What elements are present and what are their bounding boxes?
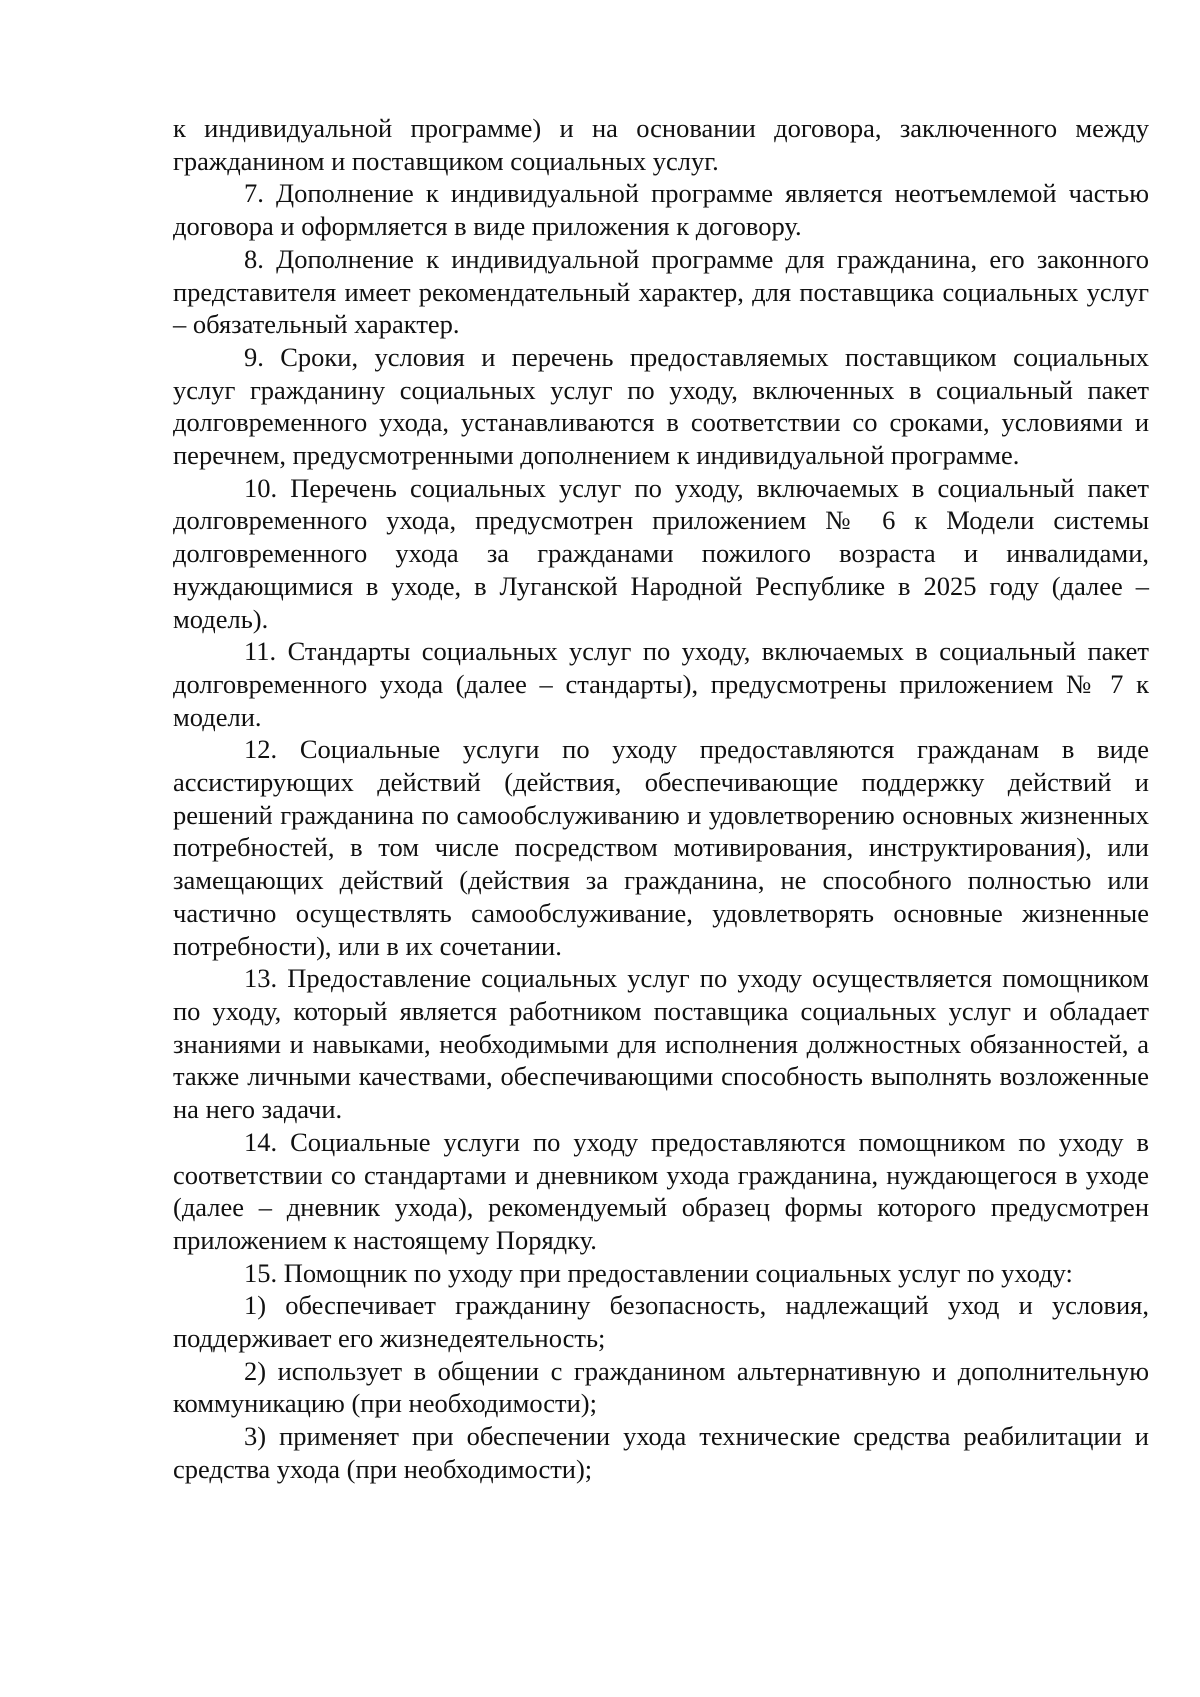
list-item-3: 3) применяет при обеспечении ухода технические средства реабилитации и средства ухода (при необходимости);	[173, 1421, 1149, 1484]
paragraph-9: 9. Сроки, условия и перечень предоставляемых поставщиком социальных услуг гражданину социальных услуг по уходу, включенных в социальный пакет долговременного ухода, устанавливаются в соответствии со сроками, условиями и перечнем, предусмотренными дополнением к индивидуальной программе.	[173, 341, 1149, 471]
paragraph-12: 12. Социальные услуги по уходу предоставляются гражданам в виде ассистирующих действий (действия, обеспечивающие поддержку действий и решений гражданина по самообслуживанию и удовлетворению основных жизненных потребностей, в том числе посредством мотивирования, инструктирования), или замещающих действий (действия за гражданина, не способного полностью или частично осуществлять самообслуживание, удовлетворять основные жизненные потребности), или в их сочетании.	[173, 734, 1149, 961]
paragraph-8: 8. Дополнение к индивидуальной программе для гражданина, его законного представителя имеет рекомендательный характер, для поставщика социальных услуг – обязательный характер.	[173, 243, 1149, 340]
list-item-1: 1) обеспечивает гражданину безопасность, надлежащий уход и условия, поддерживает его жизнедеятельность;	[173, 1290, 1149, 1354]
paragraph-13: 13. Предоставление социальных услуг по уходу осуществляется помощником по уходу, который является работником поставщика социальных услуг и обладает знаниями и навыками, необходимыми для исполнения должностных обязанностей, а также личными качествами, обеспечивающими способность выполнять возложенные на него задачи.	[173, 963, 1149, 1125]
paragraph-11: 11. Стандарты социальных услуг по уходу, включаемых в социальный пакет долговременного ухода (далее – стандарты), предусмотрены приложением № 7 к модели.	[173, 636, 1149, 732]
paragraph-15: 15. Помощник по уходу при предоставлении социальных услуг по уходу:	[244, 1257, 1073, 1288]
list-item-2: 2) использует в общении с гражданином альтернативную и дополнительную коммуникацию (при необходимости);	[173, 1355, 1149, 1419]
paragraph-6-continuation: к индивидуальной программе) и на основании договора, заключенного между гражданином и поставщиком социальных услуг.	[173, 113, 1149, 176]
paragraph-7: 7. Дополнение к индивидуальной программе является неотъемлемой частью договора и оформляется в виде приложения к договору.	[173, 178, 1149, 242]
paragraph-10: 10. Перечень социальных услуг по уходу, включаемых в социальный пакет долговременного ухода, предусмотрен приложением № 6 к Модели системы долговременного ухода за гражданами пожилого возраста и инвалидами, нуждающимися в уходе, в Луганской Народной Республике в 2025 году (далее – модель).	[173, 472, 1149, 634]
document-page	[173, 112, 1149, 1486]
paragraph-14: 14. Социальные услуги по уходу предоставляются помощником по уходу в соответствии со стандартами и дневником ухода гражданина, нуждающегося в уходе (далее – дневник ухода), рекомендуемый образец формы которого предусмотрен приложением к настоящему Порядку.	[173, 1126, 1149, 1255]
